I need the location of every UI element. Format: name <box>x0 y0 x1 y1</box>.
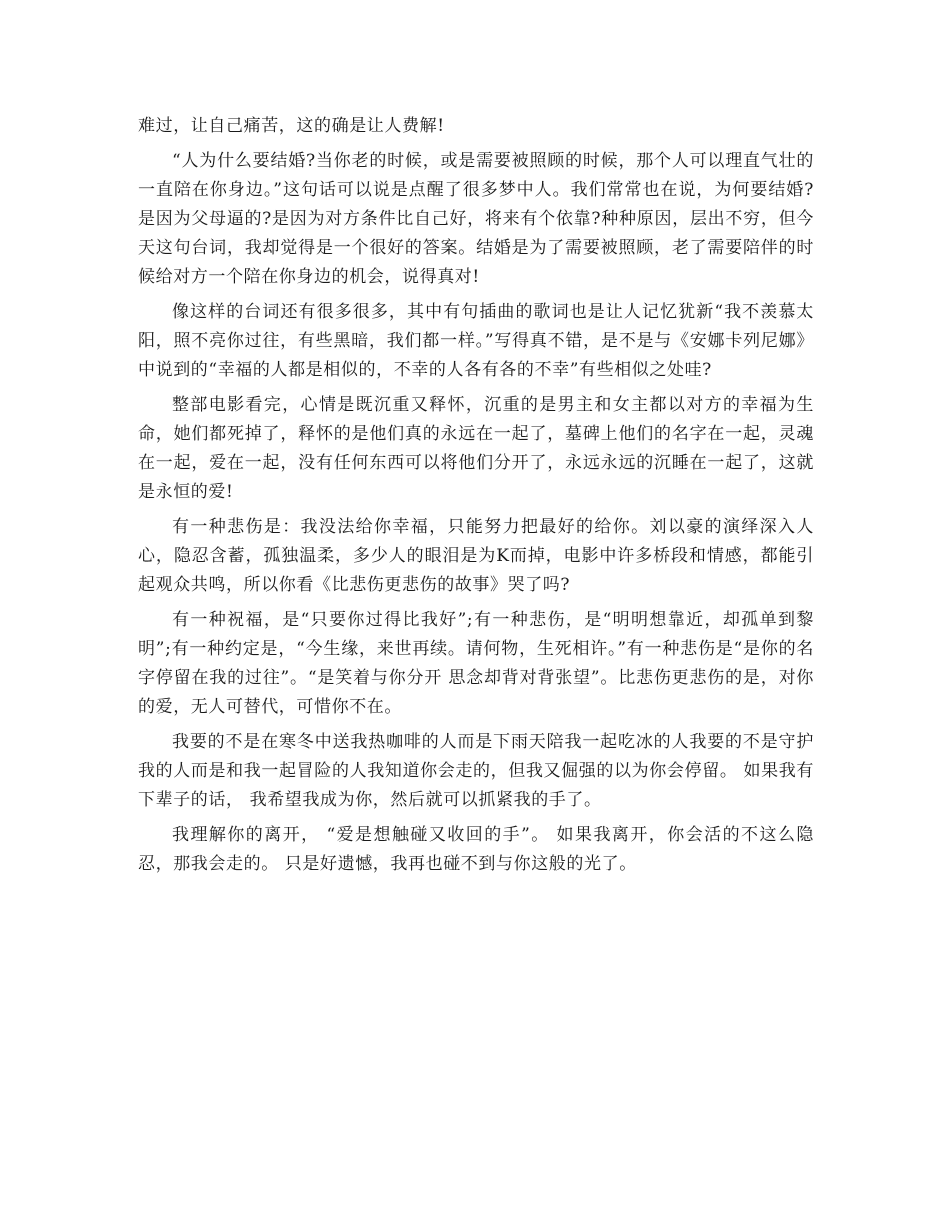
paragraph-continuation: 难过，让自己痛苦，这的确是让人费解! <box>138 116 445 136</box>
paragraph-blessing: 有一种祝福，是“只要你过得比我好”;有一种悲伤，是“明明想靠近，却孤单到黎明”;有一种约定是，“今生缘，来世再续。请何物，生死相许。”有一种悲伤是“是你的名字停留在我的过往”。“是笑着与你分开 思念却背对背张望”。比悲伤更悲伤的是，对你的爱，无人可替代，可惜你不在。 <box>138 610 814 717</box>
document-body <box>138 112 814 879</box>
paragraph-leaving: 我理解你的离开， “爱是想触碰又收回的手”。 如果我离开，你会活的不这么隐忍，那我会走的。 只是好遗憾，我再也碰不到与你这般的光了。 <box>138 825 814 874</box>
paragraph-song-lyrics: 像这样的台词还有很多很多，其中有句插曲的歌词也是让人记忆犹新“我不羡慕太阳，照不亮你过往，有些黑暗，我们都一样。”写得真不错，是不是与《安娜卡列尼娜》中说到的“幸福的人都是相似的，不幸的人各有各的不幸”有些相似之处哇? <box>138 302 814 380</box>
paragraph-sadness: 有一种悲伤是：我没法给你幸福，只能努力把最好的给你。刘以豪的演绎深入人心，隐忍含蓄，孤独温柔，多少人的眼泪是为K而掉，电影中许多桥段和情感，都能引起观众共鸣，所以你看《比悲伤更悲伤的故事》哭了吗? <box>138 517 814 595</box>
paragraph-movie-ending: 整部电影看完，心情是既沉重又释怀，沉重的是男主和女主都以对方的幸福为生命，她们都死掉了，释怀的是他们真的永远在一起了，墓碑上他们的名字在一起，灵魂在一起，爱在一起，没有任何东西可以将他们分开了，永远永远的沉睡在一起了，这就是永恒的爱! <box>138 395 814 502</box>
paragraph-what-i-want: 我要的不是在寒冬中送我热咖啡的人而是下雨天陪我一起吃冰的人我要的不是守护我的人而是和我一起冒险的人我知道你会走的，但我又倔强的以为你会停留。 如果我有下辈子的话， 我希望我成为你，然后就可以抓紧我的手了。 <box>138 732 814 810</box>
paragraph-marriage-quote: “人为什么要结婚?当你老的时候，或是需要被照顾的时候，那个人可以理直气壮的一直陪在你身边。”这句话可以说是点醒了很多梦中人。我们常常也在说，为何要结婚?是因为父母逼的?是因为对方条件比自己好，将来有个依靠?种种原因，层出不穷，但今天这句台词，我却觉得是一个很好的答案。结婚是为了需要被照顾，老了需要陪伴的时候给对方一个陪在你身边的机会，说得真对! <box>138 151 814 287</box>
